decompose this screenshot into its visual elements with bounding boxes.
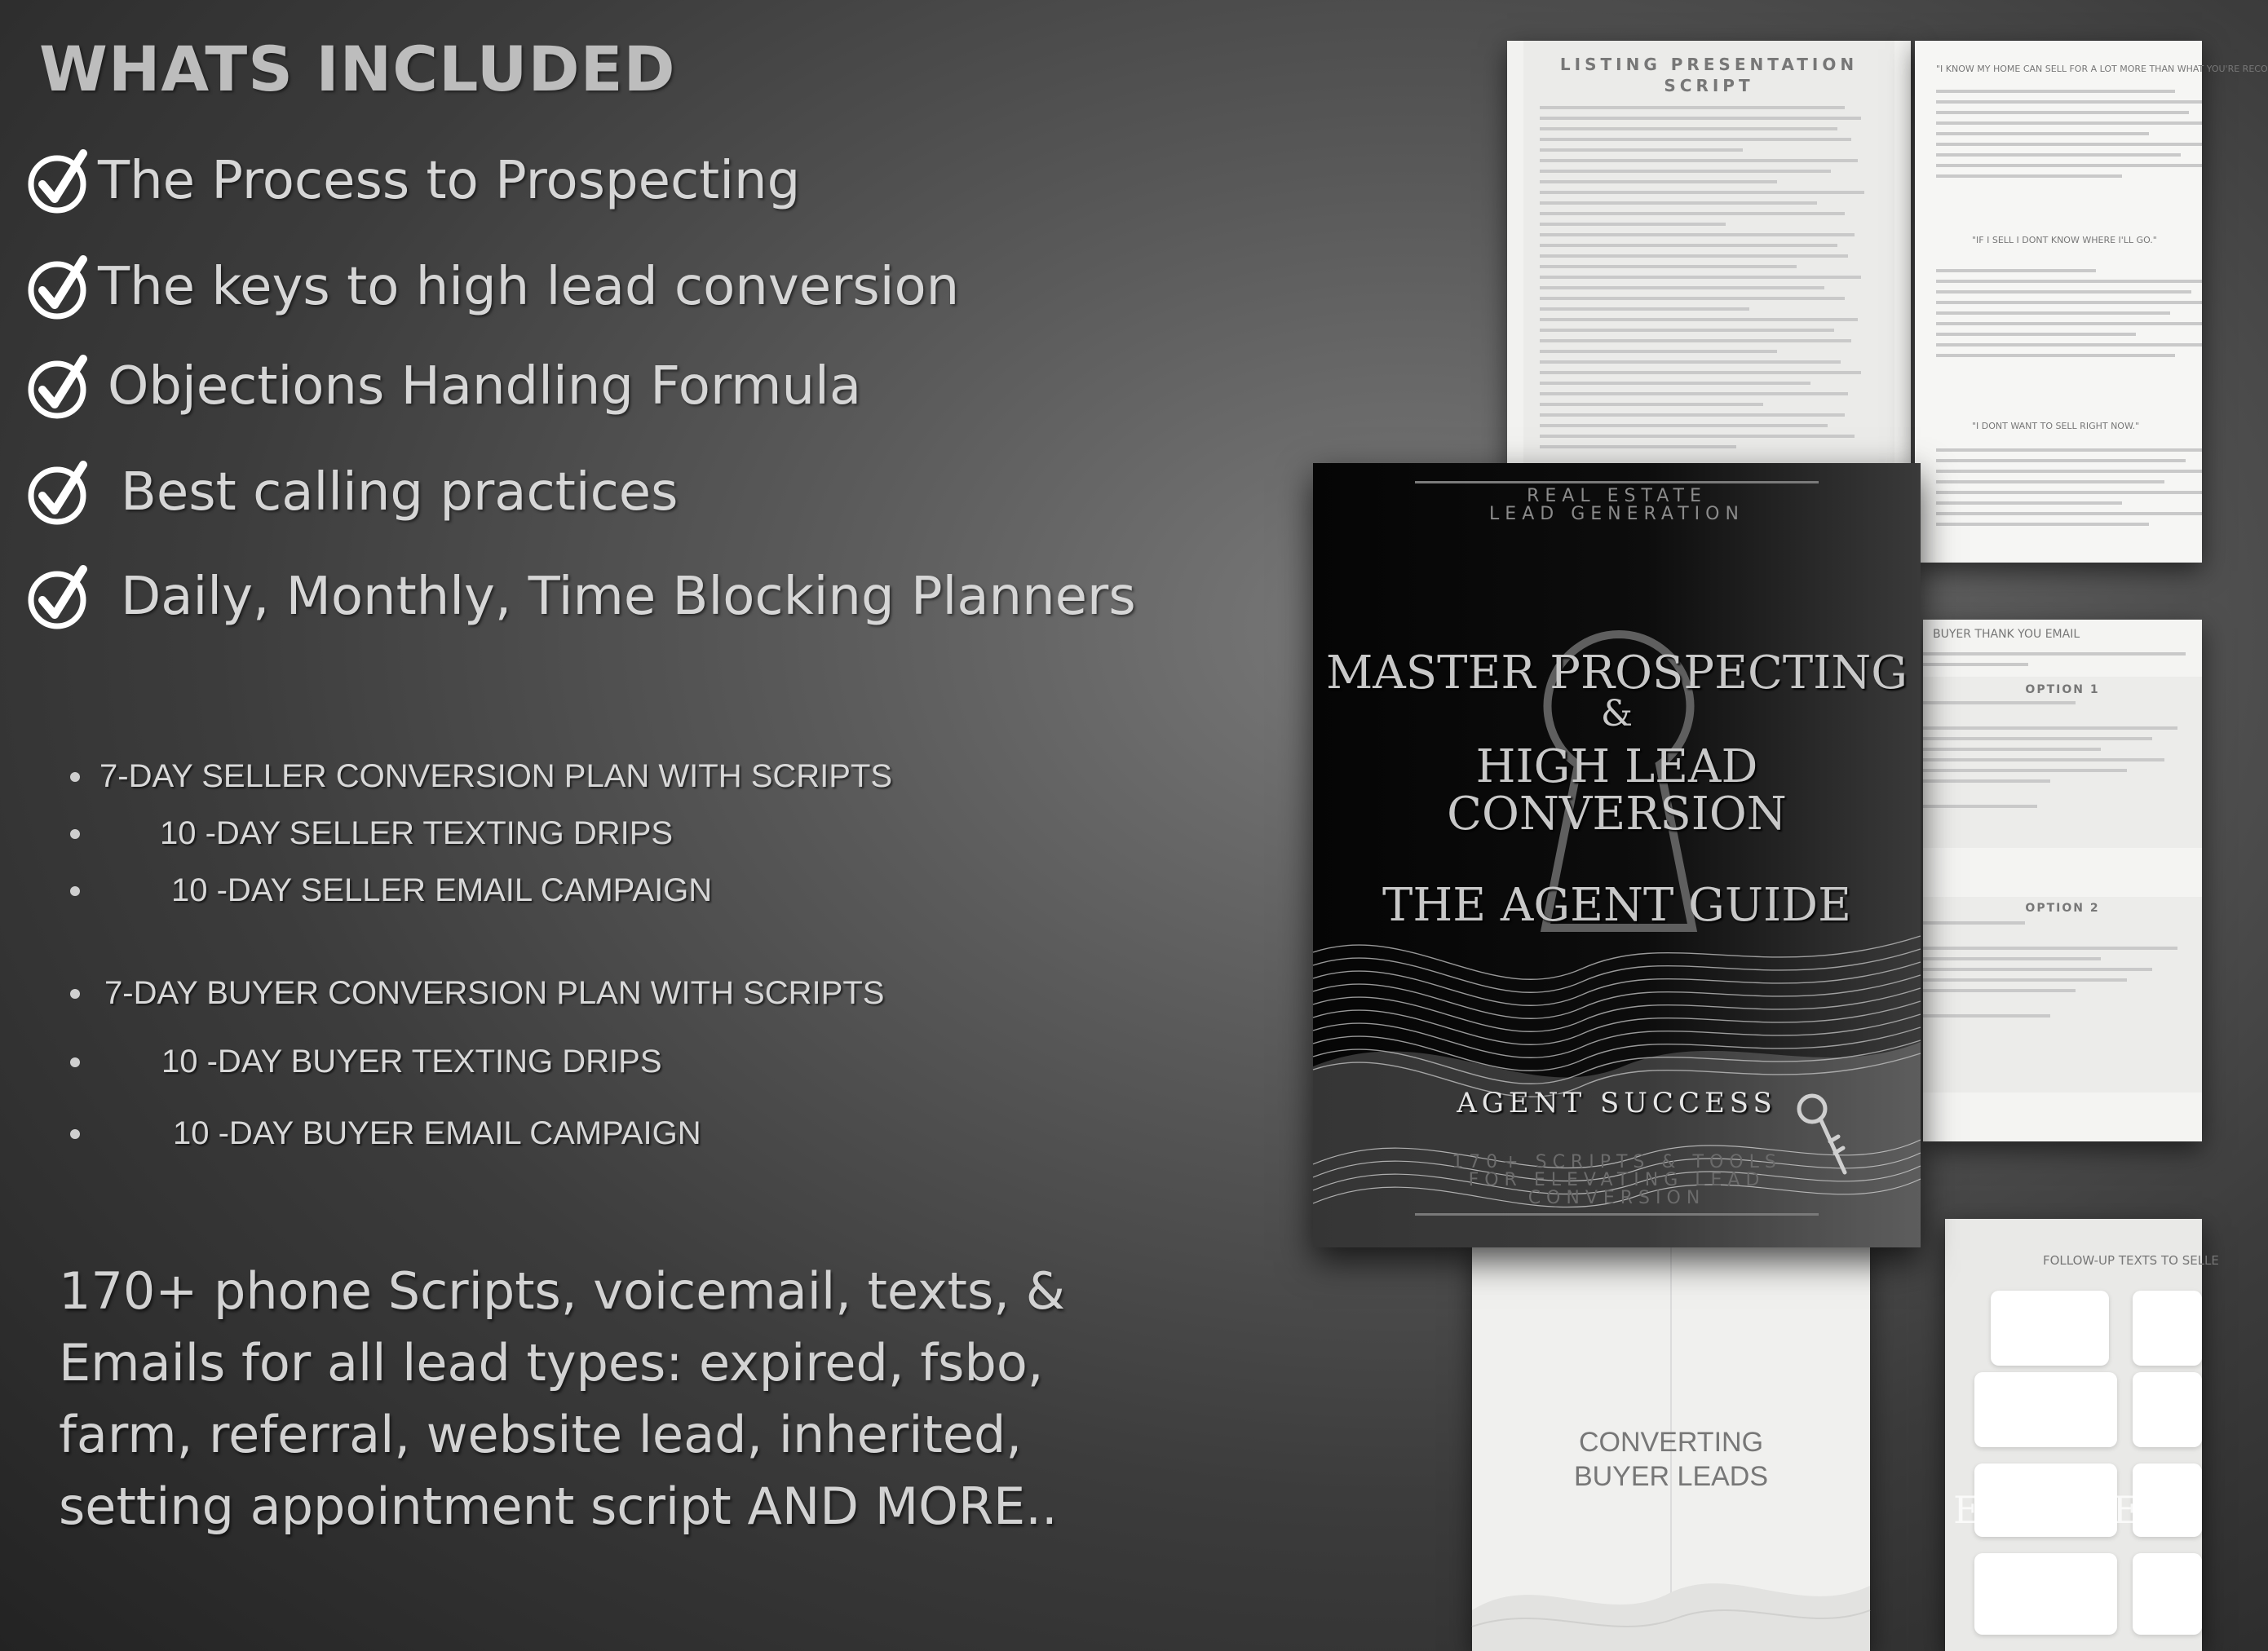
seller-item-label: 10 -DAY SELLER TEXTING DRIPS [160,815,674,851]
divider [1415,481,1819,483]
checkmark-circle-icon [24,253,93,321]
follow-up-texts-page [1945,1219,2219,1651]
seller-item-label: 7-DAY SELLER CONVERSION PLAN WITH SCRIPTS [99,758,893,794]
checklist-label: The keys to high lead conversion [98,257,960,317]
message-bubble [1974,1553,2117,1635]
buyer-thank-you-email-page [1923,620,2202,1141]
section-title [1472,1425,1870,1494]
cover-tagline: FOR ELEVATING LEAD [1468,1170,1766,1190]
watermark-text: ELEVATED [1953,1488,2172,1532]
list-item [70,975,884,1012]
list-item [70,1044,662,1080]
checkmark-circle-icon [24,147,93,215]
text-lines [1540,106,1878,456]
promo-line: setting appointment script AND MORE.. [59,1477,1058,1536]
page-heading: WHATS INCLUDED [39,33,676,105]
message-bubble [2133,1553,2202,1635]
message-bubble [1991,1291,2109,1366]
bullet-icon [70,829,80,839]
objection-quote: "I DONT WANT TO SELL RIGHT NOW." [1972,421,2140,431]
text-lines [1923,701,2177,815]
section-title-line: CONVERTING [1578,1427,1764,1458]
cover-tagline: CONVERSION [1527,1188,1706,1208]
bullet-icon [70,989,80,999]
text-lines [1923,652,2186,673]
list-item [70,1115,701,1152]
checklist-item [24,253,959,321]
message-bubble [2133,1291,2202,1366]
checklist-item [24,458,678,527]
cover-subtitle: LEAD GENERATION [1489,504,1744,524]
checklist-item [24,352,861,421]
book-cover [1313,463,1921,1247]
page-header: BUYER THANK YOU EMAIL [1933,628,2080,641]
listing-presentation-page [1507,41,1911,481]
bullet-icon [70,886,80,896]
cover-tagline: 170+ SCRIPTS & TOOLS [1452,1152,1782,1172]
checklist-label: The Process to Prospecting [98,151,801,211]
cover-title: CONVERSION [1447,788,1787,841]
promo-line: farm, referral, website lead, inherited, [59,1405,1023,1464]
checkmark-circle-icon [24,352,93,421]
page-header: "I KNOW MY HOME CAN SELL FOR A LOT MORE THAN WHAT YOU'RE RECO [1936,64,2268,74]
list-item [70,872,712,909]
page-title-line: SCRIPT [1664,76,1754,95]
text-lines [1936,448,2202,533]
list-item [70,758,892,795]
cover-brand: AGENT SUCCESS [1457,1087,1777,1119]
objection-handling-page [1915,41,2268,563]
buyer-item-label: 10 -DAY BUYER EMAIL CAMPAIGN [173,1115,701,1151]
wave-decoration-icon [1472,1553,1870,1651]
checkmark-circle-icon [24,458,93,527]
text-lines [1936,269,2202,364]
option-label: OPTION 1 [2025,683,2100,696]
page-title-line: LISTING PRESENTATION [1559,55,1859,74]
checklist-label: Objections Handling Formula [108,356,862,417]
message-bubble [2133,1372,2202,1447]
bullet-icon [70,1129,80,1139]
checklist-item [24,147,800,215]
buyer-item-label: 7-DAY BUYER CONVERSION PLAN WITH SCRIPTS [104,975,885,1011]
bullet-icon [70,1057,80,1067]
text-lines [1923,921,2177,1025]
promo-line: Emails for all lead types: expired, fsbo, [59,1333,1044,1393]
checklist-label: Best calling practices [121,462,679,523]
promo-line: 170+ phone Scripts, voicemail, texts, & [59,1261,1066,1321]
seller-item-label: 10 -DAY SELLER EMAIL CAMPAIGN [171,872,713,908]
cover-title-amp: & [1600,693,1634,735]
section-title-line: BUYER LEADS [1573,1461,1769,1492]
page-header: FOLLOW-UP TEXTS TO SELLE [2043,1253,2219,1268]
cover-subtitle: REAL ESTATE [1527,486,1707,506]
cover-title: HIGH LEAD [1475,740,1758,793]
promo-text [59,1256,1119,1543]
converting-buyer-leads-page [1472,1239,1870,1651]
option-label: OPTION 2 [2025,902,2100,915]
checkmark-circle-icon [24,563,93,631]
objection-quote: "IF I SELL I DONT KNOW WHERE I'LL GO." [1972,235,2157,245]
list-item [70,815,673,852]
text-lines [1936,90,2202,185]
page-title [1507,54,1911,96]
buyer-item-label: 10 -DAY BUYER TEXTING DRIPS [161,1044,662,1079]
checklist-item [24,563,1136,631]
message-bubble [1974,1372,2117,1447]
divider [1415,1213,1819,1216]
bullet-icon [70,772,80,782]
cover-title: MASTER PROSPECTING [1325,647,1908,700]
cover-title: THE AGENT GUIDE [1382,879,1851,932]
checklist-label: Daily, Monthly, Time Blocking Planners [121,567,1136,627]
